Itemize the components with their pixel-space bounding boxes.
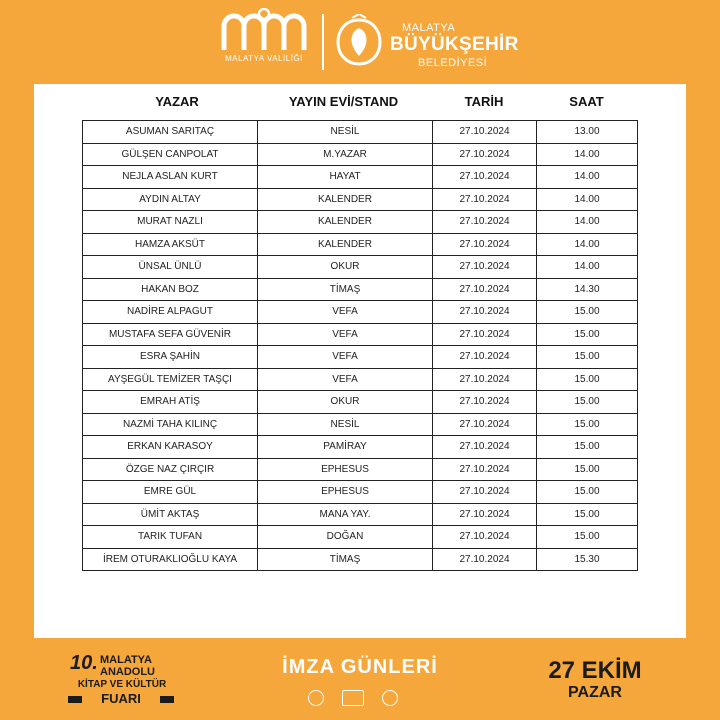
time-cell: 15.00	[537, 391, 638, 414]
sponsor-seal-icon	[308, 690, 324, 706]
book-fair-logo	[64, 652, 184, 710]
author-cell: TARIK TUFAN	[83, 526, 258, 549]
table-row	[83, 346, 638, 369]
date-cell: 27.10.2024	[433, 436, 537, 459]
author-cell: ÜNSAL ÜNLÜ	[83, 256, 258, 279]
date-cell: 27.10.2024	[433, 346, 537, 369]
sponsor-logos	[300, 688, 420, 712]
table-row	[83, 458, 638, 481]
author-cell: ÖZGE NAZ ÇIRÇIR	[83, 458, 258, 481]
valilik-caption: MALATYA VALİLİĞİ	[225, 54, 303, 63]
table-row	[83, 143, 638, 166]
time-cell: 14.00	[537, 233, 638, 256]
time-cell: 15.30	[537, 548, 638, 571]
valilik-logo	[214, 8, 314, 78]
publisher-cell: VEFA	[258, 346, 433, 369]
author-cell: NADİRE ALPAGUT	[83, 301, 258, 324]
author-cell: ERKAN KARASOY	[83, 436, 258, 459]
publisher-cell: EPHESUS	[258, 458, 433, 481]
table-row	[83, 278, 638, 301]
date-cell: 27.10.2024	[433, 211, 537, 234]
author-cell: HAKAN BOZ	[83, 278, 258, 301]
author-cell: EMRE GÜL	[83, 481, 258, 504]
publisher-cell: VEFA	[258, 368, 433, 391]
fair-line-2: ANADOLU	[100, 666, 155, 678]
publisher-cell: OKUR	[258, 256, 433, 279]
date-cell: 27.10.2024	[433, 233, 537, 256]
table-row	[83, 256, 638, 279]
date-cell: 27.10.2024	[433, 121, 537, 144]
buyuksehir-line1: MALATYA	[402, 22, 456, 34]
publisher-cell: KALENDER	[258, 233, 433, 256]
event-date	[540, 658, 650, 702]
author-cell: AYDIN ALTAY	[83, 188, 258, 211]
publisher-cell: NESİL	[258, 121, 433, 144]
date-cell: 27.10.2024	[433, 143, 537, 166]
fair-number: 10.	[70, 652, 98, 674]
publisher-cell: TİMAŞ	[258, 548, 433, 571]
table-row	[83, 526, 638, 549]
author-cell: GÜLŞEN CANPOLAT	[83, 143, 258, 166]
time-cell: 15.00	[537, 301, 638, 324]
table-row	[83, 436, 638, 459]
date-cell: 27.10.2024	[433, 368, 537, 391]
date-cell: 27.10.2024	[433, 166, 537, 189]
time-cell: 14.00	[537, 211, 638, 234]
time-cell: 15.00	[537, 481, 638, 504]
author-cell: MURAT NAZLI	[83, 211, 258, 234]
buyuksehir-emblem-icon	[334, 14, 384, 68]
table-row	[83, 188, 638, 211]
publisher-cell: OKUR	[258, 391, 433, 414]
author-cell: İREM OTURAKLIOĞLU KAYA	[83, 548, 258, 571]
fair-line-1: MALATYA	[100, 654, 152, 666]
event-date-day: 27 EKİM	[548, 657, 642, 684]
table-row	[83, 323, 638, 346]
time-cell: 14.30	[537, 278, 638, 301]
time-cell: 13.00	[537, 121, 638, 144]
table-row	[83, 413, 638, 436]
table-row	[83, 211, 638, 234]
author-cell: NAZMİ TAHA KILINÇ	[83, 413, 258, 436]
time-cell: 14.00	[537, 166, 638, 189]
table-row	[83, 503, 638, 526]
table-row	[83, 391, 638, 414]
fair-line-4: FUARI	[101, 691, 141, 706]
logo-divider	[322, 14, 324, 70]
fair-bar-left	[68, 696, 82, 703]
schedule-card	[34, 84, 686, 638]
author-cell: ÜMİT AKTAŞ	[83, 503, 258, 526]
sponsor-badge-icon	[342, 690, 364, 706]
event-date-weekday: PAZAR	[568, 684, 622, 701]
valilik-emblem-icon	[218, 8, 310, 52]
publisher-cell: VEFA	[258, 323, 433, 346]
time-cell: 15.00	[537, 346, 638, 369]
date-cell: 27.10.2024	[433, 503, 537, 526]
date-cell: 27.10.2024	[433, 481, 537, 504]
time-cell: 15.00	[537, 503, 638, 526]
fair-line-3: KİTAP VE KÜLTÜR	[77, 679, 167, 690]
table-row	[83, 121, 638, 144]
publisher-cell: KALENDER	[258, 211, 433, 234]
date-cell: 27.10.2024	[433, 301, 537, 324]
column-header-author: YAZAR	[155, 94, 199, 109]
publisher-cell: KALENDER	[258, 188, 433, 211]
author-cell: NEJLA ASLAN KURT	[83, 166, 258, 189]
publisher-cell: VEFA	[258, 301, 433, 324]
time-cell: 15.00	[537, 323, 638, 346]
author-cell: HAMZA AKSÜT	[83, 233, 258, 256]
date-cell: 27.10.2024	[433, 256, 537, 279]
buyuksehir-line3: BELEDİYESİ	[418, 57, 488, 69]
table-row	[83, 548, 638, 571]
author-cell: AYŞEGÜL TEMİZER TAŞÇI	[83, 368, 258, 391]
fair-bar-right	[160, 696, 174, 703]
author-cell: EMRAH ATİŞ	[83, 391, 258, 414]
date-cell: 27.10.2024	[433, 323, 537, 346]
table-row	[83, 301, 638, 324]
event-title: İMZA GÜNLERİ	[282, 656, 438, 678]
date-cell: 27.10.2024	[433, 188, 537, 211]
date-cell: 27.10.2024	[433, 391, 537, 414]
table-row	[83, 166, 638, 189]
column-header-time: SAAT	[569, 94, 604, 109]
publisher-cell: PAMİRAY	[258, 436, 433, 459]
time-cell: 14.00	[537, 256, 638, 279]
footer	[0, 638, 720, 720]
author-cell: ASUMAN SARITAÇ	[83, 121, 258, 144]
time-cell: 14.00	[537, 143, 638, 166]
header	[0, 0, 720, 84]
column-header-publisher: YAYIN EVİ/STAND	[288, 94, 399, 109]
author-cell: ESRA ŞAHİN	[83, 346, 258, 369]
publisher-cell: TİMAŞ	[258, 278, 433, 301]
date-cell: 27.10.2024	[433, 413, 537, 436]
publisher-cell: DOĞAN	[258, 526, 433, 549]
time-cell: 15.00	[537, 436, 638, 459]
time-cell: 15.00	[537, 413, 638, 436]
buyuksehir-logo	[334, 10, 534, 76]
table-row	[83, 233, 638, 256]
author-cell: MUSTAFA SEFA GÜVENİR	[83, 323, 258, 346]
publisher-cell: EPHESUS	[258, 481, 433, 504]
publisher-cell: M.YAZAR	[258, 143, 433, 166]
publisher-cell: HAYAT	[258, 166, 433, 189]
time-cell: 15.00	[537, 458, 638, 481]
table-row	[83, 368, 638, 391]
time-cell: 15.00	[537, 526, 638, 549]
date-cell: 27.10.2024	[433, 526, 537, 549]
table-row	[83, 481, 638, 504]
date-cell: 27.10.2024	[433, 548, 537, 571]
publisher-cell: NESİL	[258, 413, 433, 436]
sponsor-emblem-icon	[382, 690, 398, 706]
time-cell: 14.00	[537, 188, 638, 211]
date-cell: 27.10.2024	[433, 458, 537, 481]
column-header-date: TARİH	[464, 94, 504, 109]
publisher-cell: MANA YAY.	[258, 503, 433, 526]
time-cell: 15.00	[537, 368, 638, 391]
date-cell: 27.10.2024	[433, 278, 537, 301]
schedule-table	[82, 120, 638, 571]
buyuksehir-line2: BÜYÜKŞEHİR	[390, 34, 519, 55]
